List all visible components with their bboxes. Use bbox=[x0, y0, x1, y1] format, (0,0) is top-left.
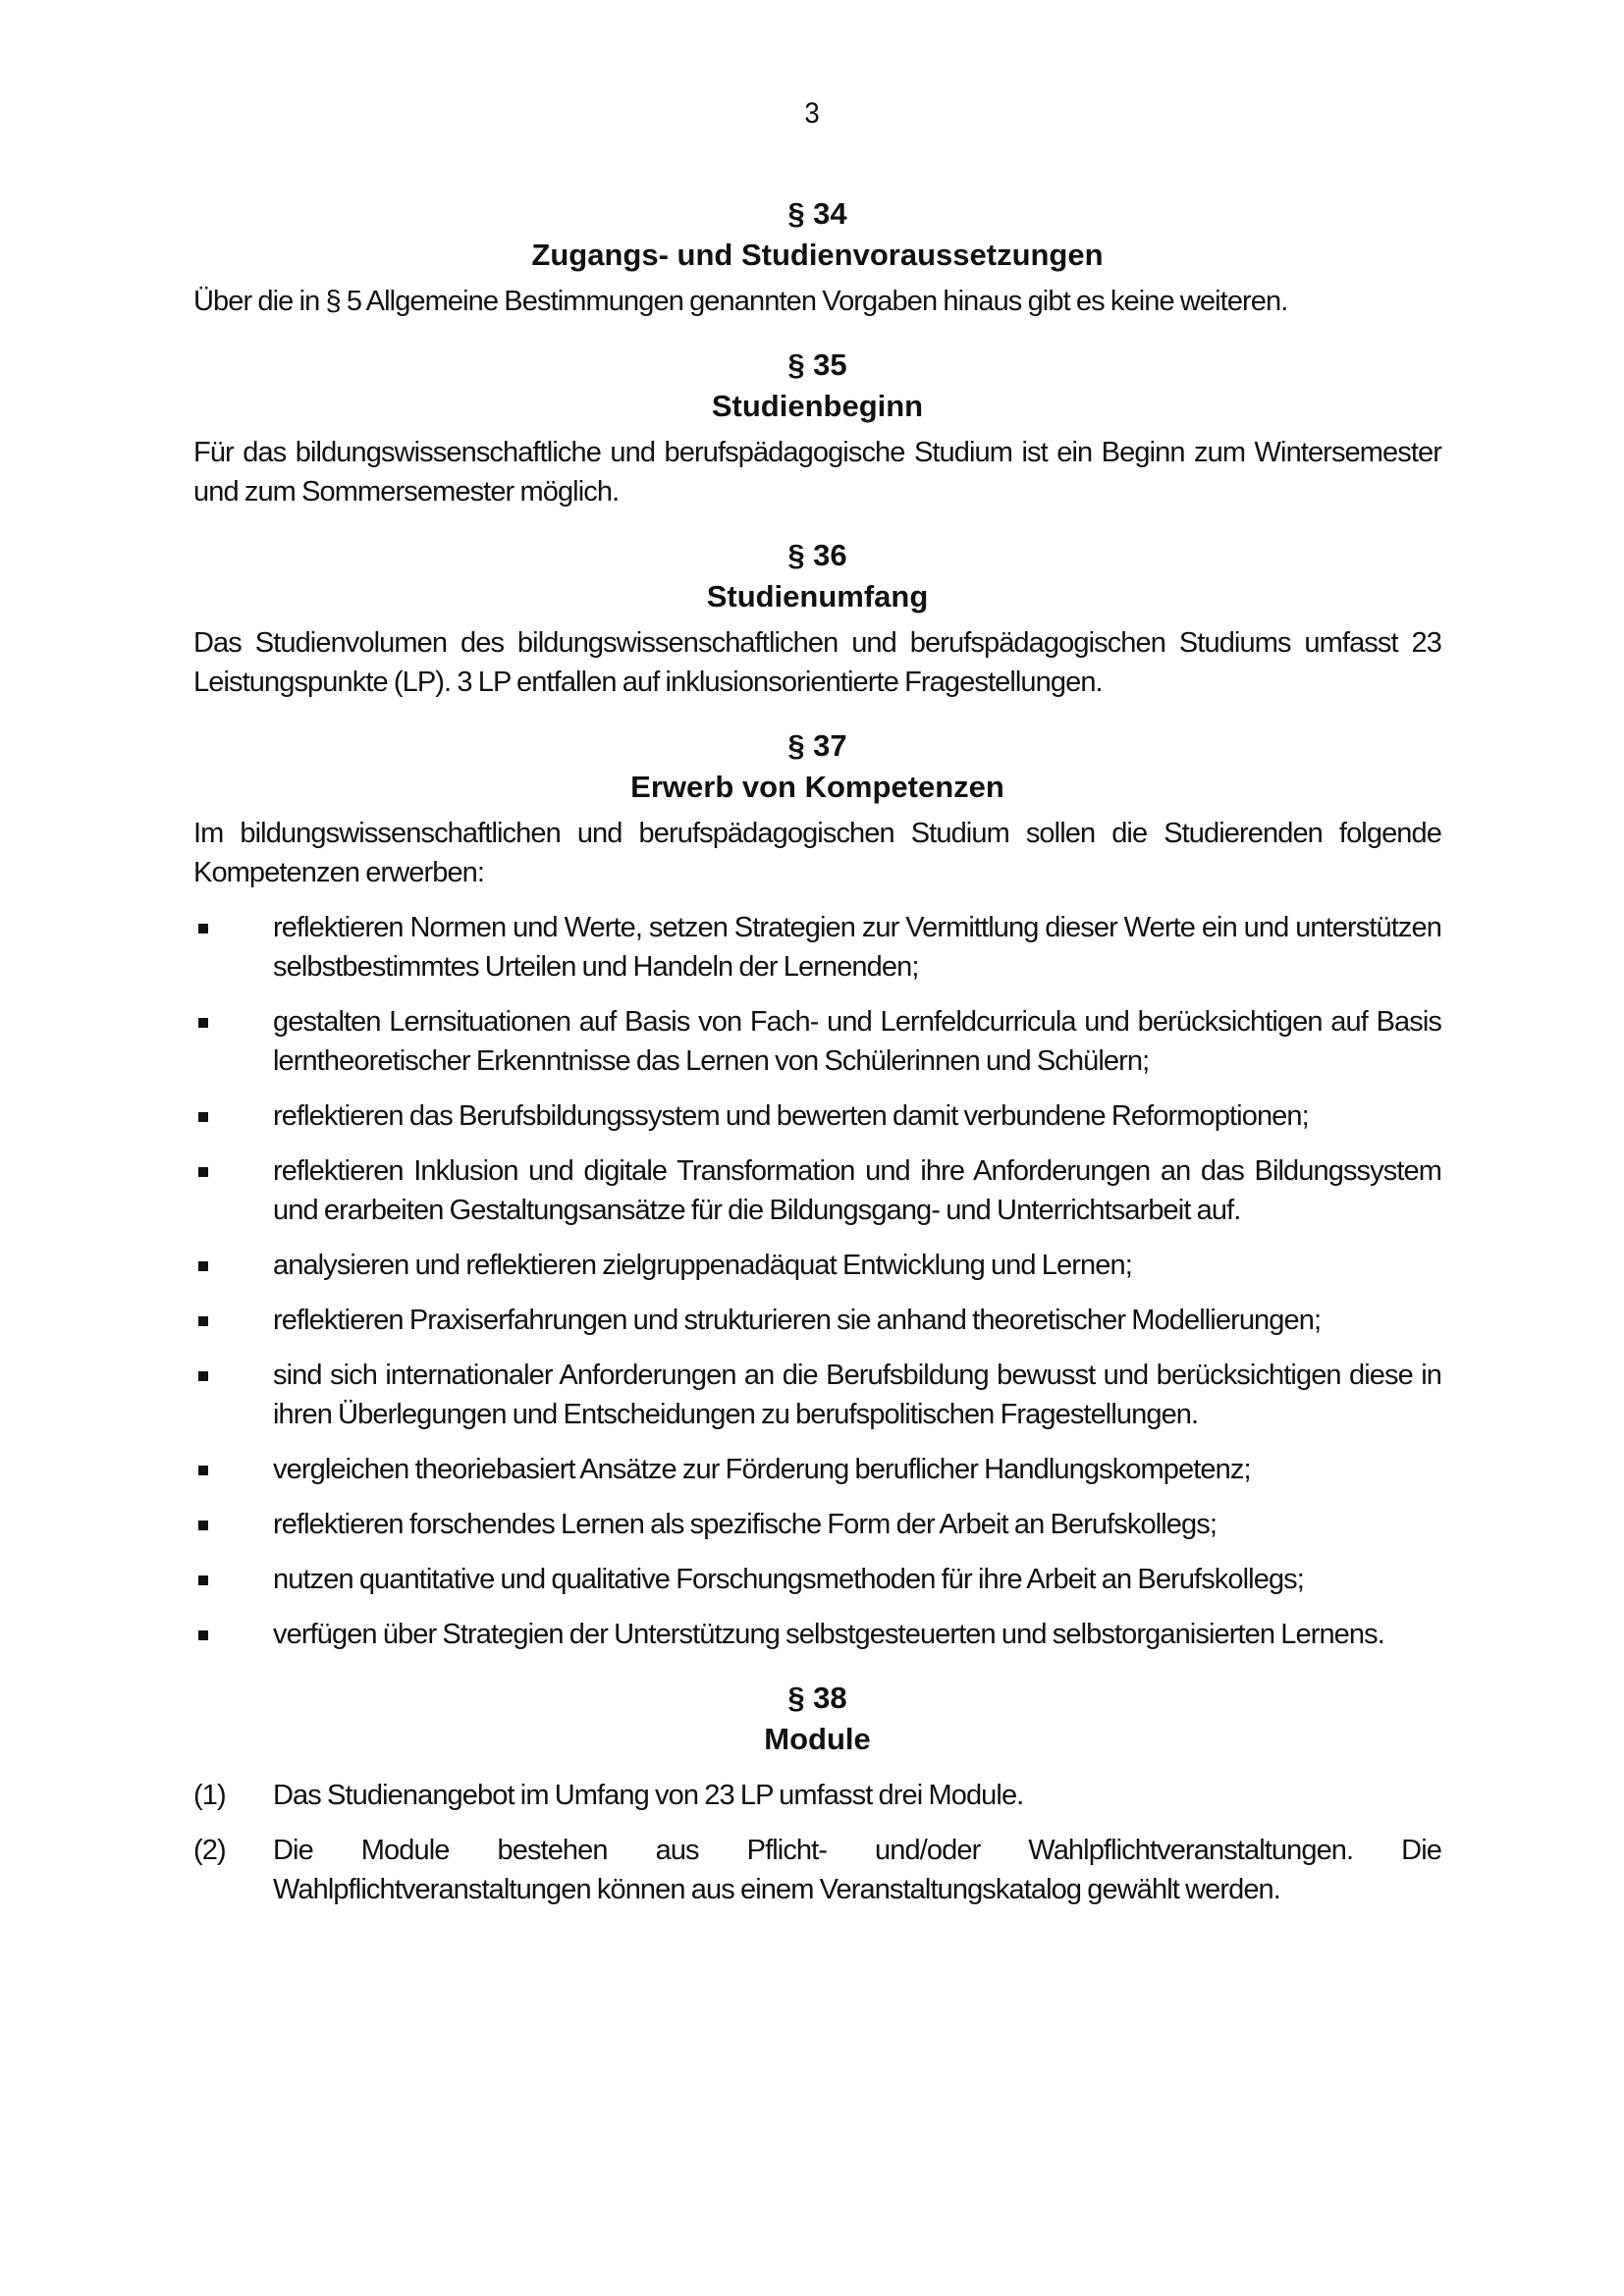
section-number: § 35 bbox=[787, 347, 847, 382]
numbered-item-text: Das Studienangebot im Umfang von 23 LP umfasst drei Module. bbox=[273, 1780, 1024, 1811]
square-bullet-icon bbox=[198, 1371, 208, 1381]
square-bullet-icon bbox=[198, 1167, 208, 1177]
list-item-text: reflektieren Praxiserfahrungen und strukturieren sie anhand theoretischer Modellierungen; bbox=[273, 1305, 1322, 1336]
square-bullet-icon bbox=[198, 1112, 208, 1122]
section-intro: Im bildungswissenschaftlichen und berufspädagogischen Studium sollen die Studierenden folgende Kompetenzen erwerben: bbox=[193, 818, 1441, 888]
numbered-item bbox=[193, 1776, 1441, 1815]
section-36 bbox=[193, 535, 1441, 702]
list-item-text: verfügen über Strategien der Unterstützung selbstgesteuerten und selbstorganisierten Lernens. bbox=[273, 1619, 1384, 1650]
list-item-text: reflektieren forschendes Lernen als spezifische Form der Arbeit an Berufskollegs; bbox=[273, 1509, 1218, 1540]
list-item-text: nutzen quantitative und qualitative Forschungsmethoden für ihre Arbeit an Berufskollegs; bbox=[273, 1564, 1304, 1595]
list-item bbox=[193, 908, 1441, 987]
list-item-text: reflektieren Inklusion und digitale Transformation und ihre Anforderungen an das Bildungssystem und erarbeiten Gestaltungsansätze für die Bildungsgang- und Unterrichtsarbeit auf. bbox=[273, 1155, 1441, 1226]
section-number: § 36 bbox=[787, 538, 847, 572]
item-number: (1) bbox=[193, 1780, 226, 1811]
list-item bbox=[193, 1505, 1441, 1544]
document-body bbox=[193, 193, 1441, 1933]
competence-list bbox=[193, 908, 1441, 1654]
list-item-text: sind sich internationaler Anforderungen an die Berufsbildung bewusst und berücksichtigen diese in ihren Überlegungen und Entscheidungen zu berufspolitischen Fragestellungen. bbox=[273, 1360, 1441, 1430]
section-paragraph: Für das bildungswissenschaftliche und berufspädagogische Studium ist ein Beginn zum Wintersemester und zum Sommersemester möglich. bbox=[193, 437, 1441, 507]
list-item bbox=[193, 1301, 1441, 1340]
square-bullet-icon bbox=[198, 1261, 208, 1271]
square-bullet-icon bbox=[198, 1018, 208, 1028]
list-item bbox=[193, 1450, 1441, 1489]
list-item-text: analysieren und reflektieren zielgruppenadäquat Entwicklung und Lernen; bbox=[273, 1250, 1132, 1281]
section-title: Erwerb von Kompetenzen bbox=[630, 770, 1004, 804]
section-38 bbox=[193, 1678, 1441, 1909]
list-item bbox=[193, 1096, 1441, 1136]
page-number: 3 bbox=[804, 97, 820, 130]
list-item bbox=[193, 1002, 1441, 1081]
square-bullet-icon bbox=[198, 1575, 208, 1585]
section-number: § 37 bbox=[787, 728, 847, 763]
list-item bbox=[193, 1356, 1441, 1434]
square-bullet-icon bbox=[198, 924, 208, 934]
list-item bbox=[193, 1560, 1441, 1599]
section-35 bbox=[193, 345, 1441, 511]
list-item bbox=[193, 1615, 1441, 1654]
list-item-text: reflektieren Normen und Werte, setzen Strategien zur Vermittlung dieser Werte ein und unterstützen selbstbestimmtes Urteilen und Handeln der Lernenden; bbox=[273, 912, 1441, 983]
section-37 bbox=[193, 725, 1441, 1654]
section-title: Module bbox=[764, 1722, 871, 1756]
numbered-list bbox=[193, 1776, 1441, 1909]
section-number: § 38 bbox=[787, 1681, 847, 1715]
numbered-item bbox=[193, 1831, 1441, 1909]
section-title: Studienumfang bbox=[706, 579, 929, 614]
section-34 bbox=[193, 193, 1441, 321]
section-number: § 34 bbox=[787, 196, 847, 231]
square-bullet-icon bbox=[198, 1521, 208, 1530]
item-number: (2) bbox=[193, 1835, 226, 1866]
list-item bbox=[193, 1151, 1441, 1230]
section-title: Studienbeginn bbox=[711, 389, 924, 423]
section-paragraph: Das Studienvolumen des bildungswissenschaftlichen und berufspädagogischen Studiums umfasst 23 Leistungspunkte (LP). 3 LP entfallen auf inklusionsorientierte Fragestellungen. bbox=[193, 627, 1441, 698]
section-paragraph: Über die in § 5 Allgemeine Bestimmungen genannten Vorgaben hinaus gibt es keine weiteren. bbox=[193, 286, 1288, 317]
list-item-text: vergleichen theoriebasiert Ansätze zur Förderung beruflicher Handlungskompetenz; bbox=[273, 1454, 1251, 1485]
list-item-text: gestalten Lernsituationen auf Basis von Fach- und Lernfeldcurricula und berücksichtigen auf Basis lerntheoretischer Erkenntnisse das Lernen von Schülerinnen und Schülern; bbox=[273, 1006, 1441, 1077]
square-bullet-icon bbox=[198, 1630, 208, 1640]
section-title: Zugangs- und Studienvoraussetzungen bbox=[531, 238, 1104, 272]
list-item bbox=[193, 1246, 1441, 1285]
square-bullet-icon bbox=[198, 1466, 208, 1475]
numbered-item-text: Die Module bestehen aus Pflicht- und/oder Wahlpflichtveranstaltungen. Die Wahlpflichtveranstaltungen können aus einem Veranstaltungskatalog gewählt werden. bbox=[273, 1835, 1441, 1905]
square-bullet-icon bbox=[198, 1316, 208, 1326]
list-item-text: reflektieren das Berufsbildungssystem und bewerten damit verbundene Reformoptionen; bbox=[273, 1100, 1309, 1132]
